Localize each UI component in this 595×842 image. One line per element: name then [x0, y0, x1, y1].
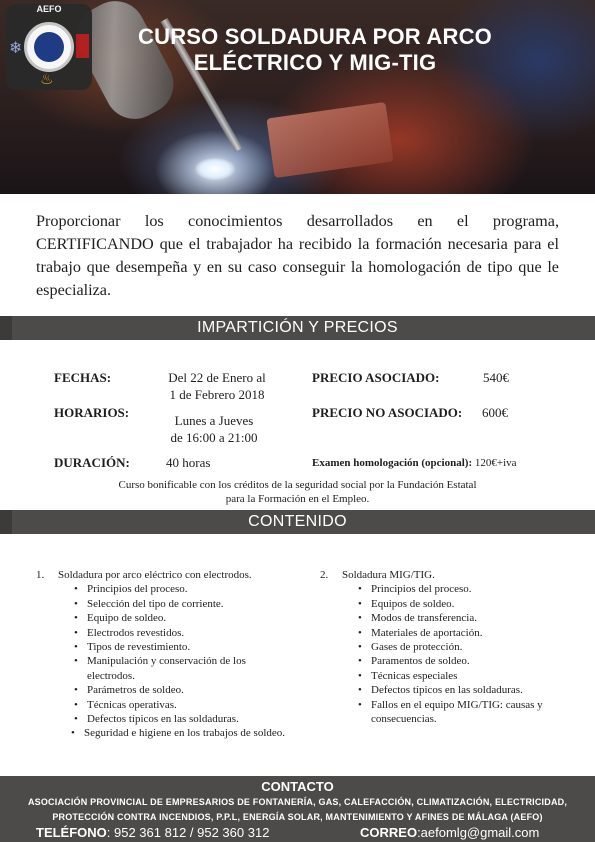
list-item: • Principios del proceso. [358, 582, 570, 596]
module-2-title: Soldadura MIG/TIG. [342, 569, 435, 581]
module-1-number: 1. [36, 569, 45, 581]
email-label: CORREO [360, 825, 418, 840]
list-item: • Seguridad e higiene en los trabajos de soldeo. [71, 726, 308, 740]
phone-value[interactable]: : 952 361 812 / 952 360 312 [106, 825, 270, 840]
precio-no-asociado-label: PRECIO NO ASOCIADO: [312, 405, 463, 420]
fechas-value-1: Del 22 de Enero al [168, 370, 266, 385]
list-item: • Equipo de soldeo. [74, 611, 308, 625]
phone-contact [36, 825, 269, 841]
module-2 [320, 568, 570, 726]
duracion-label: DURACIÓN: [54, 455, 130, 470]
hero-banner [0, 0, 595, 194]
association-name-line1: ASOCIACIÓN PROVINCIAL DE EMPRESARIOS DE FONTANERÍA, GAS, CALEFACCIÓN, CLIMATIZACIÓN, ELECTRICIDAD, [27, 797, 568, 807]
bar-accent [0, 316, 12, 340]
examen-value: 120€+iva [474, 457, 517, 469]
contact-footer [0, 776, 595, 842]
list-item: • Fallos en el equipo MIG/TIG: causas y consecuencias. [358, 698, 570, 727]
precio-asociado-value: 540€ [483, 370, 509, 385]
list-item: • Defectos típicos en las soldaduras. [358, 683, 570, 697]
list-item: • Electrodos revestidos. [74, 626, 308, 640]
module-2-list [358, 582, 570, 726]
list-item: • Técnicas operativas. [74, 698, 308, 712]
logo-emblem [24, 22, 74, 72]
list-item: • Materiales de aportación. [358, 626, 570, 640]
list-item: • Modos de transferencia. [358, 611, 570, 625]
list-item: • Técnicas especiales [358, 669, 570, 683]
fechas-value-2: 1 de Febrero 2018 [169, 387, 265, 402]
welding-arc-image [195, 158, 235, 180]
list-item: • Manipulación y conservación de los electrodos. [74, 654, 308, 683]
fechas-label: FECHAS: [54, 370, 112, 385]
course-title-line2: ELÉCTRICO Y MIG-TIG [193, 50, 437, 75]
module-1-list [74, 582, 308, 740]
list-item: • Tipos de revestimiento. [74, 640, 308, 654]
logo-text: AEFO [36, 4, 62, 14]
email-value[interactable]: :aefomlg@gmail.com [417, 825, 540, 840]
bar-accent [0, 510, 12, 534]
module-1 [36, 568, 308, 741]
examen-row [312, 455, 517, 472]
bonificable-note [80, 478, 515, 506]
note-line2: para la Formación en el Empleo. [225, 493, 370, 505]
horarios-label: HORARIOS: [54, 405, 130, 420]
phone-label: TELÉFONO [36, 825, 107, 840]
list-item: • Equipos de soldeo. [358, 597, 570, 611]
section-title-content: CONTENIDO [248, 513, 347, 530]
association-name-line2: PROTECCIÓN CONTRA INCENDIOS, P.P.L, ENERGÍA SOLAR, MANTENIMIENTO Y AFINES DE MÁLAGA (AEFO) [52, 812, 543, 822]
module-1-heading [36, 568, 308, 582]
list-item: • Parámetros de soldeo. [74, 683, 308, 697]
metal-plate-image [266, 102, 393, 178]
flame-icon: ♨ [40, 70, 54, 88]
module-2-heading [320, 568, 570, 582]
examen-label: Examen homologación (opcional): [312, 457, 473, 469]
intro-paragraph: Proporcionar los conocimientos desarrollados en el programa, CERTIFICANDO que el trabajador ha recibido la formación necesaria para el trabajo que desempeña y en su caso conseguir la homologación de tipo que le especializa. [36, 212, 559, 299]
aefo-logo [6, 4, 92, 90]
course-title-line1: CURSO SOLDADURA POR ARCO [138, 24, 492, 49]
module-2-number: 2. [320, 569, 329, 581]
list-item: • Paramentos de soldeo. [358, 654, 570, 668]
list-item: • Selección del tipo de corriente. [74, 597, 308, 611]
list-item: • Gases de protección. [358, 640, 570, 654]
duracion-value: 40 horas [166, 455, 211, 470]
fechas-value [158, 369, 276, 403]
contact-title: CONTACTO [261, 779, 334, 794]
module-1-title: Soldadura por arco eléctrico con electrodos. [58, 569, 252, 581]
section-bar-content [0, 510, 595, 534]
section-title-prices: IMPARTICIÓN Y PRECIOS [197, 319, 398, 336]
section-bar-prices [0, 316, 595, 340]
snowflake-icon: ❄ [9, 38, 23, 57]
horarios-value [158, 412, 270, 446]
email-contact [360, 825, 539, 841]
horarios-value-2: de 16:00 a 21:00 [170, 430, 258, 445]
precio-no-asociado-value: 600€ [482, 405, 508, 420]
course-title [95, 24, 535, 76]
horarios-value-1: Lunes a Jueves [174, 413, 254, 428]
list-item: • Principios del proceso. [74, 582, 308, 596]
list-item: • Defectos típicos en las soldaduras. [74, 712, 308, 726]
note-line1: Curso bonificable con los créditos de la seguridad social por la Fundación Estatal [118, 479, 477, 491]
precio-asociado-label: PRECIO ASOCIADO: [312, 370, 440, 385]
extinguisher-icon [76, 34, 89, 58]
